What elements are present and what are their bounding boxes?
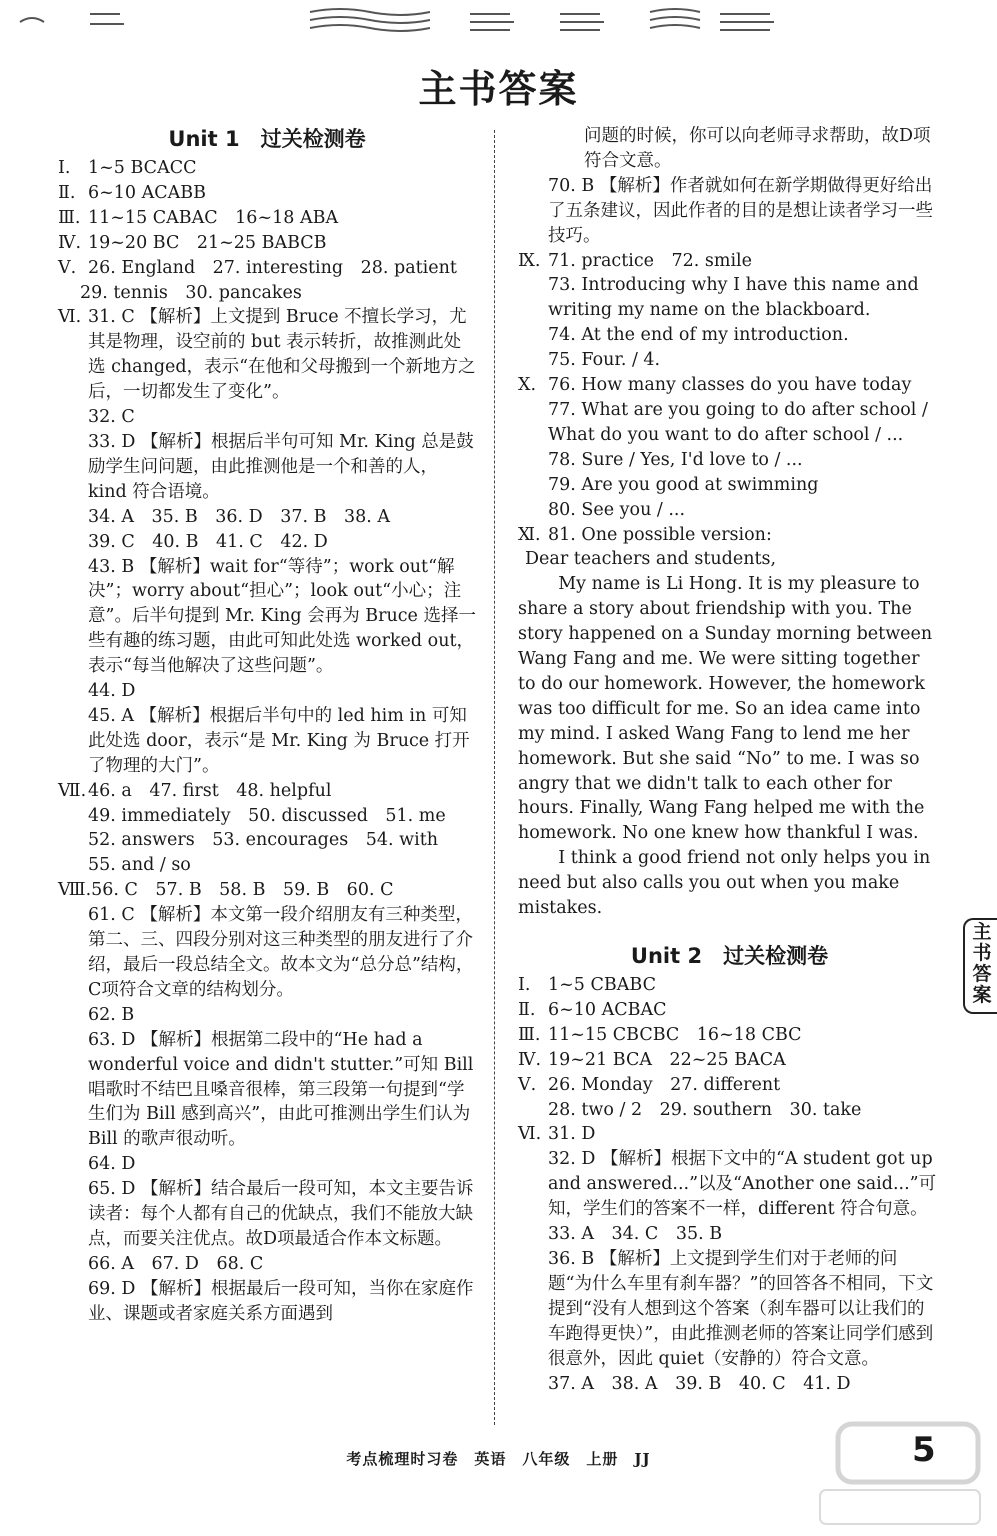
answer-item	[518, 1372, 941, 1397]
section-number: Ⅺ.	[518, 524, 541, 545]
answer-text: 6~10 ACBAC	[548, 999, 667, 1020]
answer-item	[58, 231, 476, 256]
answer-item	[58, 1152, 476, 1177]
answer-text: 34. A 35. B 36. D 37. B 38. A	[88, 506, 390, 527]
watermark-logo	[800, 1420, 990, 1530]
top-decoration	[0, 0, 997, 40]
unit1-left-answers	[58, 156, 476, 1327]
answer-text: 33. A 34. C 35. B	[548, 1224, 723, 1245]
answer-item	[58, 903, 476, 1003]
unit2-title: Unit 2 过关检测卷	[630, 944, 829, 968]
answer-text: 55. and / so	[88, 855, 191, 876]
answer-item	[58, 853, 476, 878]
answer-text: 76. How many classes do you have today	[548, 375, 912, 396]
answer-text: 79. Are you good at swimming	[548, 474, 819, 495]
answer-text: 11~15 CABAC 16~18 ABA	[88, 207, 339, 228]
answer-item	[518, 1048, 941, 1073]
section-number: Ⅴ.	[518, 1074, 537, 1095]
answer-item	[58, 405, 476, 430]
answer-item	[518, 174, 941, 249]
answer-item	[58, 828, 476, 853]
answer-text: 75. Four. / 4.	[548, 350, 661, 371]
section-number: Ⅵ.	[518, 1124, 542, 1145]
section-number: Ⅶ.	[58, 780, 87, 801]
answer-item	[518, 1073, 941, 1098]
answer-text: 44. D	[88, 681, 136, 702]
section-number: Ⅴ.	[58, 257, 77, 278]
answer-text: 73. Introducing why I have this name and writing my name on the blackboard.	[548, 275, 919, 321]
unit1-title: Unit 1 过关检测卷	[168, 127, 366, 151]
page-title: 主书答案	[418, 67, 579, 111]
answer-text: 11~15 CBCBC 16~18 CBC	[548, 1024, 802, 1045]
answer-item	[58, 555, 476, 680]
answer-item	[518, 1023, 941, 1048]
answer-text: 63. D 【解析】根据第二段中的“He had a wonderful voice and didn't stutter.”可知 Bill 唱歌时不结巴且嗓音很棒，第三段第一句提到“学生们为 Bill 感到高兴”，由此可推测出学生们认为 Bill 的歌声很动听。	[88, 1029, 474, 1150]
answer-text: 64. D	[88, 1154, 136, 1175]
answer-text: 56. C 57. B 58. B 59. B 60. C	[91, 880, 394, 901]
answer-item	[518, 124, 941, 174]
answer-item	[58, 704, 476, 779]
answer-item	[518, 273, 941, 323]
answer-item	[518, 1098, 941, 1123]
unit1-right-answers	[518, 124, 941, 547]
answer-item	[518, 348, 941, 373]
unit2-answers	[518, 973, 941, 1396]
answer-item	[58, 1028, 476, 1153]
answer-text: 36. B 【解析】上文提到学生们对于老师的问题“为什么车里有刹车器？”的回答各不相同，下文提到“没有人想到这个答案（刹车器可以让我们的车跑得更快）”，由此推测老师的答案让同学们感到很意外，因此 quiet（安静的）符合文意。	[548, 1248, 934, 1369]
section-number: Ⅲ.	[518, 1024, 541, 1045]
section-number: Ⅳ.	[58, 232, 82, 253]
answer-text: 31. D	[548, 1124, 596, 1145]
answer-item	[518, 373, 941, 398]
answer-text: 52. answers 53. encourages 54. with	[88, 830, 438, 851]
answer-item	[518, 973, 941, 998]
answer-text: 61. C 【解析】本文第一段介绍朋友有三种类型，第二、三、四段分别对这三种类型的朋友进行了介绍，最后一段总结全文。故本文为“总分总”结构，C项符合文章的结构划分。	[88, 905, 474, 1000]
answer-item	[58, 206, 476, 231]
answer-item	[58, 1177, 476, 1252]
answer-text: 19~20 BC 21~25 BABCB	[88, 232, 327, 253]
section-number: Ⅰ.	[58, 158, 71, 178]
answer-item	[518, 1122, 941, 1147]
essay-paragraph: My name is Li Hong. It is my pleasure to share a story about friendship with you. The story happened on a Sunday morning between Wang Fang and me. We were sitting together to do our homework. However, the homework was too difficult for me. So an idea came into my mind. I asked Wang Fang to lend me her homework. But she said “No” to me. I was so angry that we didn't talk to each other for hours. Finally, Wang Fang helped me with the homework. No one knew how thankful I was.	[518, 574, 933, 844]
answer-item	[58, 505, 476, 530]
model-essay	[518, 547, 941, 921]
answer-text: 74. At the end of my introduction.	[548, 325, 849, 346]
side-tab-label: 主书答案	[972, 921, 992, 1006]
answer-text: 19~21 BCA 22~25 BACA	[548, 1049, 786, 1070]
answer-text: 39. C 40. B 41. C 42. D	[88, 531, 328, 552]
answer-text: 46. a 47. first 48. helpful	[88, 780, 332, 801]
answer-text: 49. immediately 50. discussed 51. me	[88, 805, 446, 826]
answer-text: 81. One possible version:	[548, 524, 772, 545]
left-column	[58, 124, 476, 1327]
answer-text: 65. D 【解析】结合最后一段可知，本文主要告诉读者：每个人都有自己的优缺点，我们不能放大缺点，而要关注优点。故D项最适合作本文标题。	[88, 1179, 474, 1249]
answer-text: 26. England 27. interesting 28. patient	[88, 257, 457, 278]
section-number: Ⅱ.	[58, 182, 76, 203]
section-number: Ⅱ.	[518, 999, 536, 1020]
answer-text: 26. Monday 27. different	[548, 1074, 781, 1095]
section-number: Ⅵ.	[58, 307, 82, 328]
answer-item	[518, 523, 941, 548]
answer-item	[518, 448, 941, 473]
essay-salutation: Dear teachers and students,	[525, 549, 777, 570]
essay-paragraph: I think a good friend not only helps you in need but also calls you out when you make mistakes.	[518, 848, 931, 919]
side-tab	[963, 918, 997, 1014]
section-number: Ⅸ.	[518, 250, 541, 271]
answer-text: 70. B 【解析】作者就如何在新学期做得更好给出了五条建议，因此作者的目的是想让读者学习一些技巧。	[548, 175, 933, 246]
answer-text: 45. A 【解析】根据后半句中的 led him in 可知此处选 door，表示“是 Mr. King 为 Bruce 打开了物理的大门”。	[88, 705, 470, 776]
answer-item	[518, 998, 941, 1023]
section-number: Ⅹ.	[518, 375, 537, 396]
answer-text: 31. C 【解析】上文提到 Bruce 不擅长学习，尤其是物理，设空前的 but 表示转折，故推测此处选 changed，表示“在他和父母搬到一个新地方之后，一切都发生了变化”。	[88, 307, 476, 403]
page-number: 5	[912, 1430, 936, 1470]
answer-text: 80. See you / ...	[548, 499, 686, 520]
answer-text: 33. D 【解析】根据后半句可知 Mr. King 总是鼓励学生问问题，由此推测他是一个和善的人，kind 符合语境。	[88, 431, 474, 502]
answer-text: 43. B 【解析】wait for“等待”；work out“解决”；worry about“担心”；look out“小心；注意”。后半句提到 Mr. King 会再为 Bruce 选择一些有趣的练习题，由此可知此处选 worked out，表示“每当他解决了这些问题”。	[88, 556, 476, 677]
answer-item	[58, 305, 476, 405]
answer-item	[58, 256, 476, 281]
answer-item	[58, 804, 476, 829]
section-number: Ⅲ.	[58, 207, 81, 228]
answer-item	[58, 1252, 476, 1277]
right-column	[518, 124, 941, 1396]
answer-item	[58, 156, 476, 181]
answer-text: 32. D 【解析】根据下文中的“A student got up and answered...”以及“Another one said...”可知，学生们的答案不一样，different 符合句意。	[548, 1149, 937, 1220]
answer-text: 32. C	[88, 407, 135, 428]
answer-item	[58, 878, 476, 903]
answer-text: 37. A 38. A 39. B 40. C 41. D	[548, 1373, 851, 1394]
answer-item	[58, 1277, 476, 1327]
answer-text: 77. What are you going to do after school / What do you want to do after school / ...	[548, 399, 928, 445]
answer-item	[518, 249, 941, 274]
answer-item	[58, 1003, 476, 1028]
answer-text: 69. D 【解析】根据最后一段可知，当你在家庭作业、课题或者家庭关系方面遇到	[88, 1278, 474, 1324]
answer-item	[58, 530, 476, 555]
section-number: Ⅰ.	[518, 975, 531, 995]
answer-item	[518, 473, 941, 498]
answer-text: 1~5 CBABC	[548, 975, 656, 995]
answer-text: 问题的时候，你可以向老师寻求帮助，故D项符合文意。	[584, 126, 931, 171]
answer-text: 6~10 ACABB	[88, 182, 207, 203]
answer-text: 66. A 67. D 68. C	[88, 1253, 264, 1274]
answer-item	[58, 679, 476, 704]
answer-item	[58, 779, 476, 804]
answer-item	[58, 430, 476, 505]
answer-text: 71. practice 72. smile	[548, 250, 753, 271]
answer-item	[58, 181, 476, 206]
section-number: Ⅳ.	[518, 1049, 542, 1070]
answer-item	[518, 323, 941, 348]
answer-text: 78. Sure / Yes, I'd love to / ...	[548, 449, 803, 470]
answer-text: 1~5 BCACC	[88, 158, 197, 178]
answer-text: 29. tennis 30. pancakes	[80, 282, 302, 303]
answer-item	[518, 398, 941, 448]
footer-book-info: 考点梳理时习卷 英语 八年级 上册 JJ	[346, 1450, 651, 1468]
answer-item	[518, 1222, 941, 1247]
answer-item	[518, 498, 941, 523]
column-divider	[494, 130, 495, 1425]
answer-text: 62. B	[88, 1004, 135, 1025]
answer-item	[518, 1147, 941, 1222]
answer-item	[58, 281, 476, 306]
section-number: Ⅷ.	[58, 880, 92, 901]
answer-text: 28. two / 2 29. southern 30. take	[548, 1099, 862, 1120]
answer-item	[518, 1247, 941, 1372]
